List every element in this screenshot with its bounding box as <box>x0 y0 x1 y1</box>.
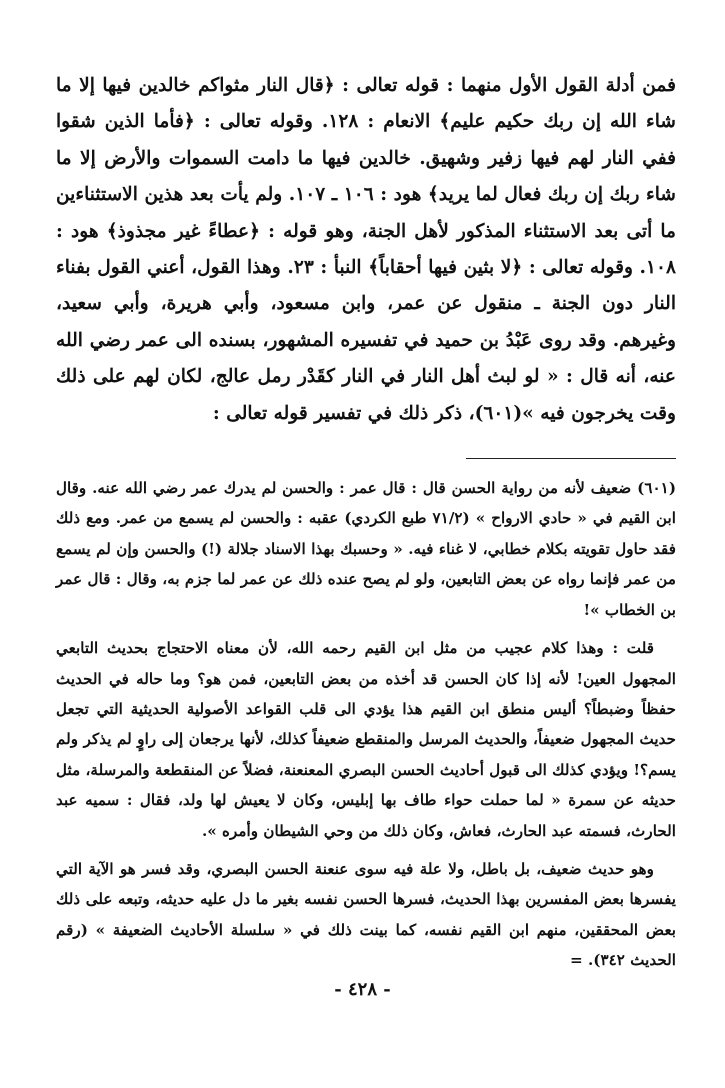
page-number: - ٤٢٨ - <box>334 979 391 1000</box>
book-page <box>56 68 676 1058</box>
main-paragraph: فمن أدلة القول الأول منهما : قوله تعالى : ﴿قال النار مثواكم خالدين فيها إلا ما شاء الله إن ربك حكيم عليم﴾ الانعام : ١٢٨. وقوله تعالى : ﴿فأما الذين شقوا ففي النار لهم فيها زفير وشهيق. خالدين فيها ما دامت السموات والأرض إلا ما شاء ربك إن ربك فعال لما يريد﴾ هود : ١٠٦ ـ ١٠٧. ولم يأت بعد هذين الاستثناءين ما أتى بعد الاستثناء المذكور لأهل الجنة، وهو قوله : ﴿عطاءً غير مجذوذ﴾ هود : ١٠٨. وقوله تعالى : ﴿لا بثين فيها أحقاباً﴾ النبأ : ٢٣. وهذا القول، أعني القول بفناء النار دون الجنة ـ منقول عن عمر، وابن مسعود، وأبي هريرة، وأبي سعيد، وغيرهم. وقد روى عَبْدُ بن حميد في تفسيره المشهور، بسنده الى عمر رضي الله عنه، أنه قال : « لو لبث أهل النار في النار كقَدْر رمل عالج، لكان لهم على ذلك وقت يخرجون فيه »(٦٠١)، ذكر ذلك في تفسير قوله تعالى : <box>56 75 676 424</box>
footnote-separator <box>466 458 676 459</box>
footnote-conclusion: وهو حديث ضعيف، بل باطل، ولا علة فيه سوى عنعنة الحسن البصري، وقد فسر هو الآية التي يفسرها بعض المفسرين بهذا الحديث، فسرها الحسن نفسه بغير ما دل عليه حديثه، وتبعه على ذلك بعض المحققين، منهم ابن القيم نفسه، كما بينت ذلك في « سلسلة الأحاديث الضعيفة » (رقم الحديث ٣٤٢). = <box>56 859 676 970</box>
footnote-commentary: قلت : وهذا كلام عجيب من مثل ابن القيم رحمه الله، لأن معناه الاحتجاج بحديث التابعي المجهول العين! لأنه إذا كان الحسن قد أخذه من بعض التابعين، فمن هو؟ وما حاله في الحديث حفظاً وضبطاً؟ أليس منطق ابن القيم هذا يؤدي الى قلب القواعد الأصولية الحديثية التي تجعل حديث المجهول ضعيفاً، والحديث المرسل والمنقطع ضعيفاً كذلك، لأنها يرجعان إلى راوٍ لم يذكر ولم يسم؟! ويؤدي كذلك الى قبول أحاديث الحسن البصري المعنعنة، فضلاً عن المنقطعة والمرسلة، مثل حديثه عن سمرة « لما حملت حواء طاف بها إبليس، وكان لا يعيش لها ولد، فقال : سميه عبد الحارث، فسمته عبد الحارث، فعاش، وكان ذلك من وحي الشيطان وأمره ». <box>56 639 676 840</box>
footnote-601: (٦٠١) ضعيف لأنه من رواية الحسن قال : قال عمر : والحسن لم يدرك عمر رضي الله عنه. وقال ابن القيم في « حادي الارواح » (٧١/٢ طبع الكردي) عقبه : والحسن لم يسمع من عمر. ومع ذلك فقد حاول تقويته بكلام خطابي، لا غناء فيه. « وحسبك بهذا الاسناد جلالة (!) والحسن وإن لم يسمع من عمر فإنما رواه عن بعض التابعين، ولو لم يصح عنده ذلك عن عمر لما جزم به، وقال : قال عمر بن الخطاب »! <box>56 479 676 619</box>
